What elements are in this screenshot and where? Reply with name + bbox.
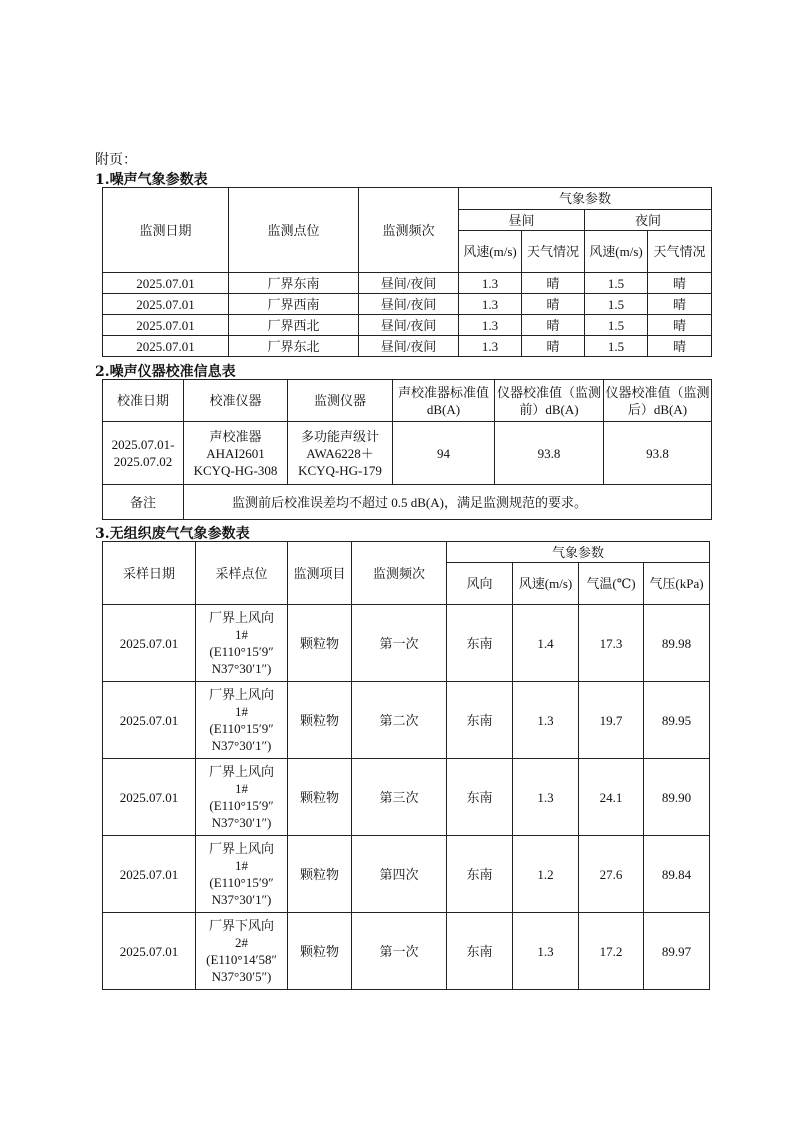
point-lat: N37°30′1″) <box>211 661 272 676</box>
header-sample-date: 采样日期 <box>103 542 196 605</box>
header-sample-point: 采样点位 <box>196 542 288 605</box>
point-lat: N37°30′1″) <box>211 738 272 753</box>
cell-wind-speed: 1.3 <box>513 759 579 836</box>
cell-date: 2025.07.01 <box>103 273 229 294</box>
header-night-wind: 风速(m/s) <box>585 231 648 273</box>
cell-wind-speed: 1.3 <box>513 913 579 990</box>
point-name: 厂界上风向 <box>208 687 274 702</box>
cell-wind-speed: 1.2 <box>513 836 579 913</box>
header-after: 仪器校准值（监测后）dB(A) <box>604 380 712 422</box>
point-no: 1# <box>235 781 248 796</box>
cell-night-weather: 晴 <box>648 336 712 357</box>
table-row <box>103 605 710 682</box>
cell-freq: 第一次 <box>352 605 447 682</box>
cell-freq: 昼间/夜间 <box>359 336 459 357</box>
cell-pressure: 89.97 <box>644 913 710 990</box>
header-wind-speed: 风速(m/s) <box>513 563 579 605</box>
cell-date: 2025.07.01 <box>103 605 196 682</box>
cell-freq: 第三次 <box>352 759 447 836</box>
table-row <box>103 682 710 759</box>
cell-cal-date <box>103 422 184 485</box>
cell-wind-dir: 东南 <box>447 682 513 759</box>
cell-point <box>196 759 288 836</box>
cell-date: 2025.07.01 <box>103 315 229 336</box>
header-temp: 气温(℃) <box>579 563 644 605</box>
cell-date: 2025.07.01 <box>103 336 229 357</box>
cell-freq: 昼间/夜间 <box>359 315 459 336</box>
point-name: 厂界下风向 <box>208 918 274 933</box>
cell-night-wind: 1.5 <box>585 315 648 336</box>
calibrator-name: 声校准器 <box>209 428 262 444</box>
cell-freq: 第一次 <box>352 913 447 990</box>
header-standard: 声校准器标准值 dB(A) <box>393 380 495 422</box>
section1-title: 1.噪声气象参数表 <box>95 172 208 188</box>
cell-before: 93.8 <box>495 422 604 485</box>
calibrator-model: AHAI2601 <box>206 445 265 461</box>
cell-day-weather: 晴 <box>522 294 585 315</box>
point-name: 厂界上风向 <box>208 841 274 856</box>
cell-after: 93.8 <box>604 422 712 485</box>
cell-night-weather: 晴 <box>648 315 712 336</box>
cell-date: 2025.07.01 <box>103 682 196 759</box>
calibrator-id: KCYQ-HG-308 <box>193 462 278 478</box>
cell-day-wind: 1.3 <box>459 294 522 315</box>
cell-wind-speed: 1.4 <box>513 605 579 682</box>
note-row <box>103 485 712 520</box>
cell-point <box>196 605 288 682</box>
table-row <box>103 913 710 990</box>
instrument-id: KCYQ-HG-179 <box>298 462 382 478</box>
table-row <box>103 315 712 336</box>
table-row <box>103 422 712 485</box>
header-day: 昼间 <box>459 210 585 231</box>
section3-title: 3.无组织废气气象参数表 <box>95 526 250 542</box>
cell-point <box>196 836 288 913</box>
instrument-model: AWA6228＋ <box>306 445 374 461</box>
point-lon: (E110°14′58″ <box>206 952 277 967</box>
cell-freq: 昼间/夜间 <box>359 294 459 315</box>
cell-day-wind: 1.3 <box>459 336 522 357</box>
noise-weather-table <box>102 187 712 357</box>
cell-pressure: 89.98 <box>644 605 710 682</box>
instrument-name: 多功能声级计 <box>300 428 379 444</box>
cell-night-wind: 1.5 <box>585 336 648 357</box>
cell-date: 2025.07.01 <box>103 294 229 315</box>
header-wind-dir: 风向 <box>447 563 513 605</box>
cell-point <box>196 682 288 759</box>
cell-pressure: 89.84 <box>644 836 710 913</box>
cell-day-weather: 晴 <box>522 315 585 336</box>
table-row <box>103 273 712 294</box>
page-label: 附页： <box>95 152 137 168</box>
cell-point: 厂界东南 <box>229 273 359 294</box>
header-item: 监测项目 <box>288 542 352 605</box>
cell-freq: 第二次 <box>352 682 447 759</box>
cell-item: 颗粒物 <box>288 913 352 990</box>
header-freq: 监测频次 <box>359 188 459 273</box>
point-lat: N37°30′1″) <box>211 892 272 907</box>
cell-freq: 昼间/夜间 <box>359 273 459 294</box>
cell-point <box>196 913 288 990</box>
header-night-weather: 天气情况 <box>648 231 712 273</box>
table-row <box>103 836 710 913</box>
cell-item: 颗粒物 <box>288 759 352 836</box>
cell-freq: 第四次 <box>352 836 447 913</box>
cell-day-wind: 1.3 <box>459 315 522 336</box>
cell-pressure: 89.95 <box>644 682 710 759</box>
cell-point: 厂界西南 <box>229 294 359 315</box>
table-row <box>103 759 710 836</box>
cell-temp: 17.3 <box>579 605 644 682</box>
point-lon: (E110°15′9″ <box>209 644 274 659</box>
point-no: 2# <box>235 935 248 950</box>
point-no: 1# <box>235 858 248 873</box>
header-day-wind: 风速(m/s) <box>459 231 522 273</box>
cell-temp: 17.2 <box>579 913 644 990</box>
fugitive-gas-weather-table <box>102 541 710 990</box>
header-weather-params: 气象参数 <box>459 188 712 210</box>
cell-day-weather: 晴 <box>522 336 585 357</box>
header-before: 仪器校准值（监测前）dB(A) <box>495 380 604 422</box>
cell-item: 颗粒物 <box>288 605 352 682</box>
cell-temp: 24.1 <box>579 759 644 836</box>
point-lat: N37°30′1″) <box>211 815 272 830</box>
header-night: 夜间 <box>585 210 712 231</box>
cell-item: 颗粒物 <box>288 836 352 913</box>
cell-date: 2025.07.01 <box>103 836 196 913</box>
note-label: 备注 <box>103 485 184 520</box>
point-name: 厂界上风向 <box>208 610 274 625</box>
point-lon: (E110°15′9″ <box>209 721 274 736</box>
note-text: 监测前后校准误差均不超过 0.5 dB(A)，满足监测规范的要求。 <box>184 485 712 520</box>
point-lon: (E110°15′9″ <box>209 798 274 813</box>
point-name: 厂界上风向 <box>208 764 274 779</box>
table-row <box>103 294 712 315</box>
header-day-weather: 天气情况 <box>522 231 585 273</box>
point-lon: (E110°15′9″ <box>209 875 274 890</box>
section2-title: 2.噪声仪器校准信息表 <box>95 364 236 380</box>
cell-wind-speed: 1.3 <box>513 682 579 759</box>
cal-date-end: 2025.07.02 <box>113 454 173 469</box>
cell-wind-dir: 东南 <box>447 605 513 682</box>
cell-pressure: 89.90 <box>644 759 710 836</box>
cell-item: 颗粒物 <box>288 682 352 759</box>
cell-temp: 27.6 <box>579 836 644 913</box>
point-no: 1# <box>235 627 248 642</box>
table-row <box>103 336 712 357</box>
cell-date: 2025.07.01 <box>103 759 196 836</box>
header-calibrator: 校准仪器 <box>184 380 288 422</box>
header-date: 监测日期 <box>103 188 229 273</box>
cell-point: 厂界西北 <box>229 315 359 336</box>
cell-night-weather: 晴 <box>648 273 712 294</box>
cell-wind-dir: 东南 <box>447 836 513 913</box>
cell-night-wind: 1.5 <box>585 273 648 294</box>
cell-night-weather: 晴 <box>648 294 712 315</box>
cell-instrument <box>288 422 393 485</box>
cell-wind-dir: 东南 <box>447 913 513 990</box>
header-point: 监测点位 <box>229 188 359 273</box>
header-weather-params: 气象参数 <box>447 542 710 563</box>
header-freq: 监测频次 <box>352 542 447 605</box>
point-no: 1# <box>235 704 248 719</box>
cell-night-wind: 1.5 <box>585 294 648 315</box>
cell-date: 2025.07.01 <box>103 913 196 990</box>
cell-calibrator <box>184 422 288 485</box>
cell-standard: 94 <box>393 422 495 485</box>
cell-day-weather: 晴 <box>522 273 585 294</box>
header-pressure: 气压(kPa) <box>644 563 710 605</box>
cal-date-start: 2025.07.01- <box>111 437 175 452</box>
cell-temp: 19.7 <box>579 682 644 759</box>
point-lat: N37°30′5″) <box>211 969 272 984</box>
cell-point: 厂界东北 <box>229 336 359 357</box>
calibration-table <box>102 379 712 520</box>
cell-day-wind: 1.3 <box>459 273 522 294</box>
header-cal-date: 校准日期 <box>103 380 184 422</box>
cell-wind-dir: 东南 <box>447 759 513 836</box>
header-instrument: 监测仪器 <box>288 380 393 422</box>
